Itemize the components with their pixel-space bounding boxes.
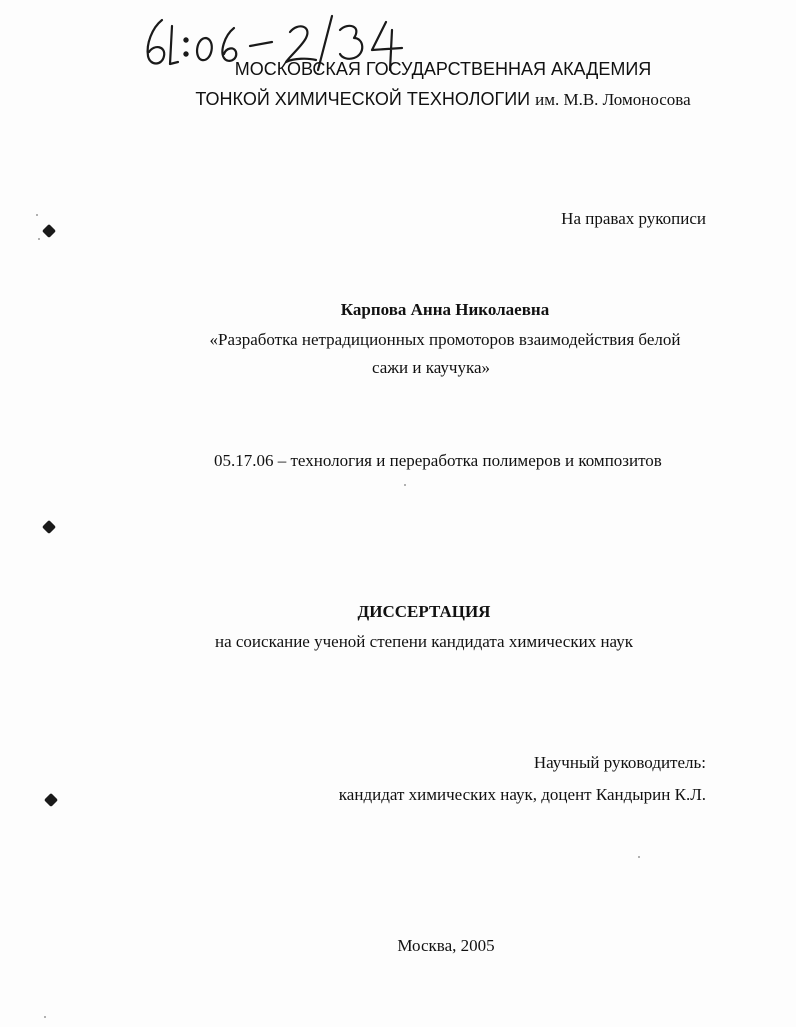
city-year: Москва, 2005 bbox=[397, 936, 495, 955]
binding-hole-mark bbox=[44, 793, 58, 807]
binding-hole-mark bbox=[42, 520, 56, 534]
document-type-heading: ДИССЕРТАЦИЯ bbox=[357, 602, 491, 621]
institution-name-main: ТОНКОЙ ХИМИЧЕСКОЙ ТЕХНОЛОГИИ bbox=[195, 89, 531, 109]
dissertation-title-line2: сажи и каучука» bbox=[371, 358, 491, 377]
specialty-code: 05.17.06 – технология и переработка полимеров и композитов bbox=[214, 451, 662, 470]
scan-speck bbox=[404, 484, 406, 486]
scan-speck bbox=[38, 238, 40, 240]
institution-name-line1: МОСКОВСКАЯ ГОСУДАРСТВЕННАЯ АКАДЕМИЯ bbox=[234, 59, 652, 79]
author-name: Карпова Анна Николаевна bbox=[340, 300, 550, 319]
scan-speck bbox=[638, 856, 640, 858]
binding-hole-mark bbox=[42, 224, 56, 238]
rights-note: На правах рукописи bbox=[561, 209, 706, 228]
scan-speck bbox=[44, 1016, 46, 1018]
institution-name-line2 bbox=[0, 88, 796, 111]
institution-name-suffix: им. М.В. Ломоносова bbox=[535, 90, 691, 109]
dissertation-title-line1: «Разработка нетрадиционных промоторов взаимодействия белой bbox=[209, 330, 681, 349]
degree-statement: на соискание ученой степени кандидата химических наук bbox=[214, 632, 633, 651]
scan-speck bbox=[36, 214, 38, 216]
supervisor-name: кандидат химических наук, доцент Кандырин К.Л. bbox=[338, 785, 706, 804]
supervisor-label: Научный руководитель: bbox=[533, 753, 706, 772]
